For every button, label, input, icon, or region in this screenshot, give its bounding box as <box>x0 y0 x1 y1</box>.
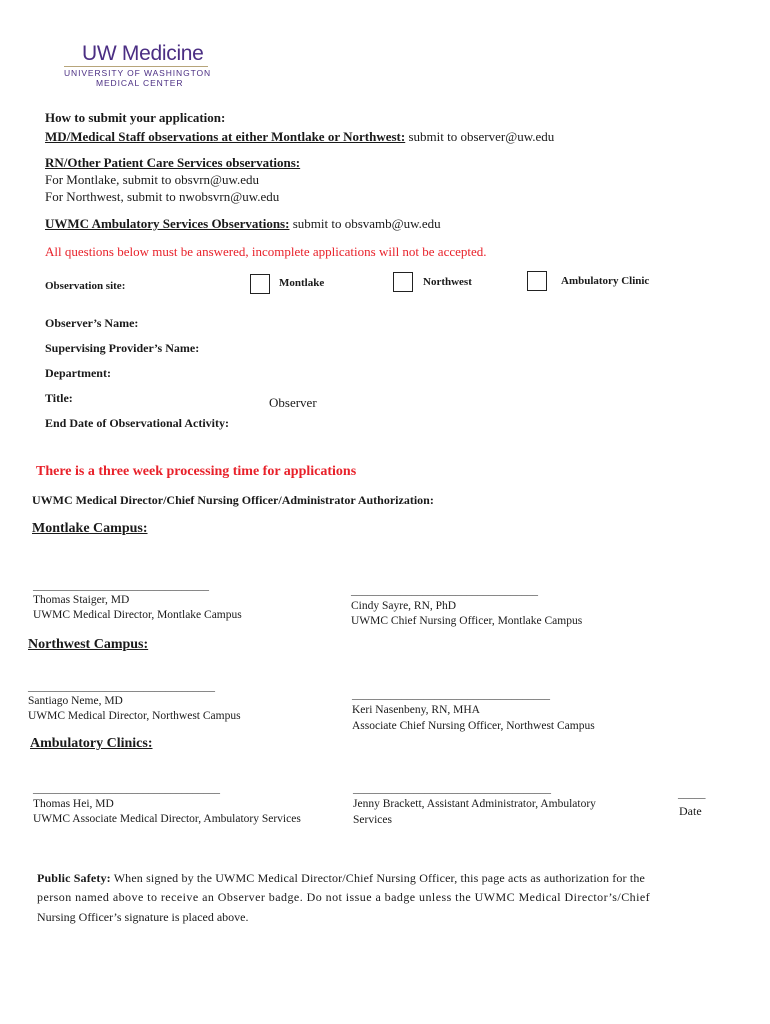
northwest-acno-name: Keri Nasenbeny, RN, MHA <box>352 704 480 716</box>
montlake-cno-title: UWMC Chief Nursing Officer, Montlake Campus <box>351 615 583 627</box>
public-safety-line-3: Nursing Officer’s signature is placed above. <box>37 910 249 924</box>
northwest-director-name: Santiago Neme, MD <box>28 695 123 707</box>
observer-name-label: Observer’s Name: <box>45 316 139 330</box>
ambulatory-clinics-heading: Ambulatory Clinics: <box>30 736 153 751</box>
montlake-director-name: Thomas Staiger, MD <box>33 594 130 606</box>
date-label: Date <box>679 804 702 818</box>
processing-notice: There is a three week processing time for applications <box>36 464 357 479</box>
ambulatory-director-title: UWMC Associate Medical Director, Ambulatory Services <box>33 813 301 825</box>
logo-subtitle-1: UNIVERSITY OF WASHINGTON <box>64 68 212 78</box>
department-label: Department: <box>45 366 111 380</box>
northwest-campus-heading: Northwest Campus: <box>28 637 149 652</box>
public-safety-line-2: person named above to receive an Observer badge. Do not issue a badge unless the UWMC Medical Director’s/Chief <box>37 890 651 904</box>
ambulatory-clinic-option-label: Ambulatory Clinic <box>561 275 650 287</box>
supervising-provider-label: Supervising Provider’s Name: <box>45 341 200 355</box>
rn-northwest-text: For Northwest, submit to nwobsvrn@uw.edu <box>45 189 280 204</box>
public-safety-text-1: When signed by the UWMC Medical Director/Chief Nursing Officer, this page acts as authorization for the <box>110 871 645 885</box>
amb-label: UWMC Ambulatory Services Observations: <box>45 216 290 231</box>
rn-montlake-text: For Montlake, submit to obsvrn@uw.edu <box>45 172 260 187</box>
public-safety-label: Public Safety: <box>37 871 111 885</box>
montlake-option-label: Montlake <box>279 277 325 289</box>
montlake-director-signature-line[interactable]: ________________________________ <box>33 580 209 592</box>
title-label: Title: <box>45 391 73 405</box>
ambulatory-director-name: Thomas Hei, MD <box>33 798 114 810</box>
public-safety-line-1 <box>37 871 645 886</box>
amb-instructions <box>45 216 441 232</box>
montlake-cno-name: Cindy Sayre, RN, PhD <box>351 600 457 612</box>
date-signature-line[interactable]: _____ <box>678 788 706 800</box>
logo-title: UW Medicine <box>82 42 204 65</box>
ambulatory-clinic-checkbox[interactable] <box>527 271 547 291</box>
northwest-checkbox[interactable] <box>393 272 413 292</box>
instructions-heading: How to submit your application: <box>45 110 226 125</box>
logo-divider <box>64 66 208 67</box>
observation-site-label: Observation site: <box>45 280 126 292</box>
ambulatory-director-signature-line[interactable]: __________________________________ <box>33 783 220 795</box>
northwest-acno-signature-line[interactable]: ____________________________________ <box>352 689 550 701</box>
montlake-cno-signature-line[interactable]: __________________________________ <box>351 585 538 597</box>
montlake-campus-heading: Montlake Campus: <box>32 521 148 536</box>
logo-subtitle-2: MEDICAL CENTER <box>96 78 184 88</box>
northwest-option-label: Northwest <box>423 276 472 288</box>
northwest-director-signature-line[interactable]: __________________________________ <box>28 681 215 693</box>
authorization-heading: UWMC Medical Director/Chief Nursing Officer/Administrator Authorization: <box>32 493 434 507</box>
montlake-checkbox[interactable] <box>250 274 270 294</box>
northwest-director-title: UWMC Medical Director, Northwest Campus <box>28 710 241 722</box>
md-instructions <box>45 129 554 145</box>
montlake-director-title: UWMC Medical Director, Montlake Campus <box>33 609 242 621</box>
md-email-text: submit to observer@uw.edu <box>405 129 555 144</box>
title-value[interactable]: Observer <box>269 395 317 410</box>
md-label: MD/Medical Staff observations at either Montlake or Northwest: <box>45 129 406 144</box>
ambulatory-admin-signature-line[interactable]: ____________________________________ <box>353 783 551 795</box>
amb-email-text: submit to obsvamb@uw.edu <box>289 216 441 231</box>
end-date-label: End Date of Observational Activity: <box>45 416 229 430</box>
ambulatory-admin-name-continued: Services <box>353 814 392 826</box>
northwest-acno-title: Associate Chief Nursing Officer, Northwest Campus <box>352 720 595 732</box>
required-warning: All questions below must be answered, incomplete applications will not be accepted. <box>45 244 487 259</box>
rn-label: RN/Other Patient Care Services observations: <box>45 155 301 170</box>
ambulatory-admin-name: Jenny Brackett, Assistant Administrator, Ambulatory <box>353 798 596 810</box>
